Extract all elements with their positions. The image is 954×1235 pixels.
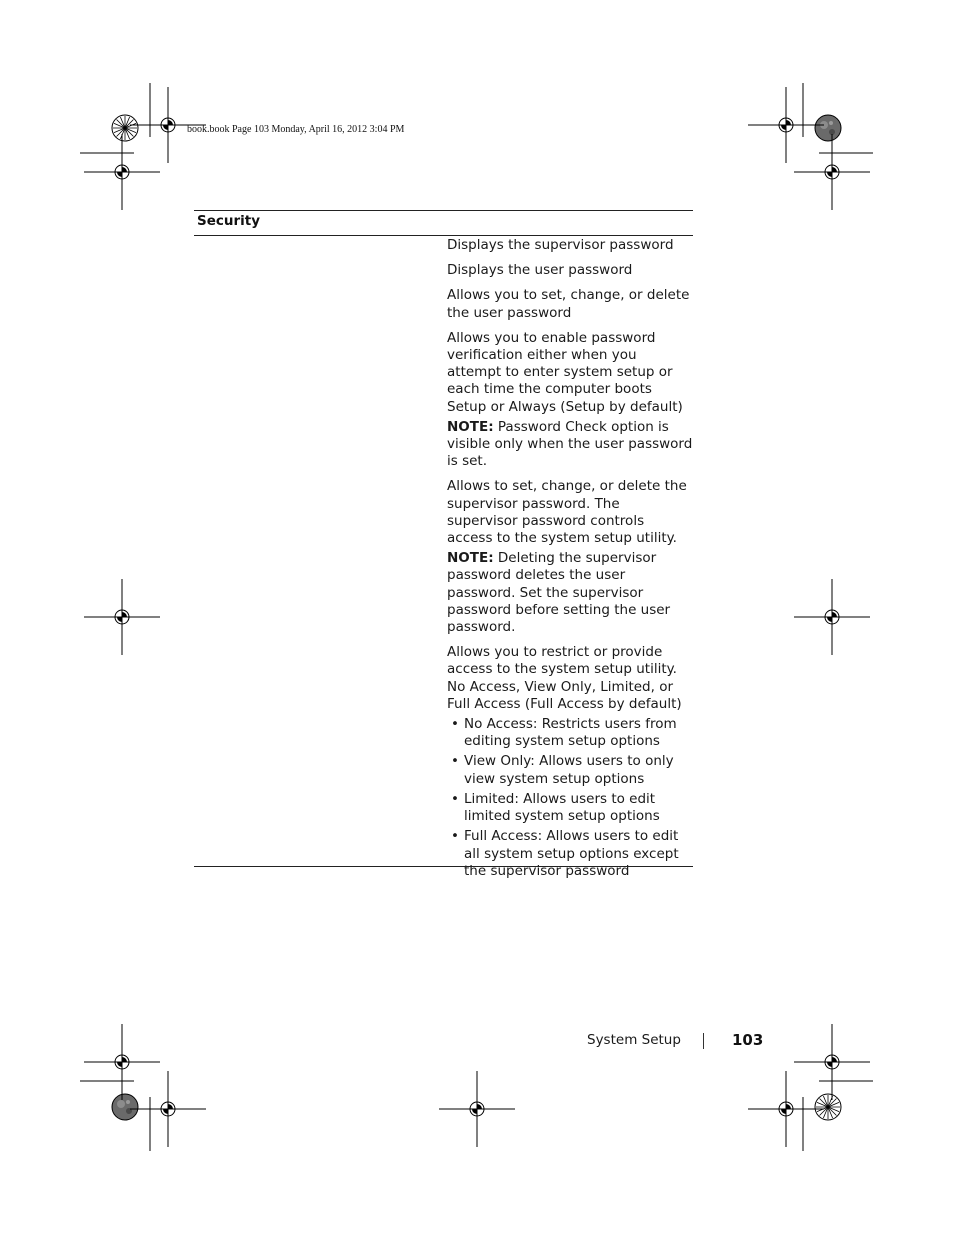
table-row (447, 262, 693, 279)
description-text: Allows you to set, change, or delete the user password (447, 287, 690, 321)
bullet-icon: • (451, 790, 459, 807)
options-text: No Access, View Only, Limited, or Full Access (Full Access by default) (447, 678, 682, 712)
list-item-text: Limited: Allows users to edit limited system setup options (464, 790, 660, 825)
table-top-rule (194, 210, 693, 211)
access-level-list (447, 716, 693, 880)
print-slug: book.book Page 103 Monday, April 16, 2012 3:04 PM (187, 124, 405, 135)
table-row (447, 287, 693, 321)
footer-section-name: System Setup (587, 1032, 681, 1048)
description-text: Allows to set, change, or delete the supervisor password. The supervisor password controls access to the system setup utility. (447, 478, 687, 547)
table-bottom-rule (194, 866, 693, 867)
note (447, 419, 693, 471)
note-text: Deleting the supervisor password deletes the user password. Set the supervisor password before setting the user password. (447, 550, 671, 636)
footer-separator (703, 1033, 704, 1049)
list-item (447, 716, 693, 750)
bullet-icon: • (451, 753, 459, 770)
note-label: NOTE: (447, 418, 494, 435)
list-item-text: Full Access: Allows users to edit all system setup options except the supervisor password (464, 828, 679, 879)
description-column (447, 237, 693, 888)
list-item (447, 753, 693, 787)
list-item (447, 828, 693, 880)
note-text: Password Check option is visible only when the user password is set. (447, 418, 693, 470)
section-title: Security (197, 213, 261, 229)
description-text: Displays the user password (447, 262, 633, 279)
bullet-icon: • (451, 716, 459, 733)
table-row (447, 237, 693, 254)
table-header-rule (194, 235, 693, 236)
note-label: NOTE: (447, 550, 494, 567)
table-row (447, 330, 693, 471)
list-item-text: No Access: Restricts users from editing system setup options (464, 716, 677, 750)
list-item-text: View Only: Allows users to only view system setup options (464, 753, 674, 787)
description-text: Allows you to restrict or provide access to the system setup utility. (447, 644, 677, 678)
note (447, 550, 693, 636)
table-row (447, 644, 693, 880)
description-text: Allows you to enable password verification either when you attempt to enter system setup or each time the computer boots (447, 329, 673, 398)
options-text: Setup or Always (Setup by default) (447, 398, 683, 415)
description-text: Displays the supervisor password (447, 237, 674, 253)
list-item (447, 791, 693, 825)
bullet-icon: • (451, 828, 459, 845)
page-number: 103 (732, 1031, 764, 1049)
table-row (447, 478, 693, 636)
